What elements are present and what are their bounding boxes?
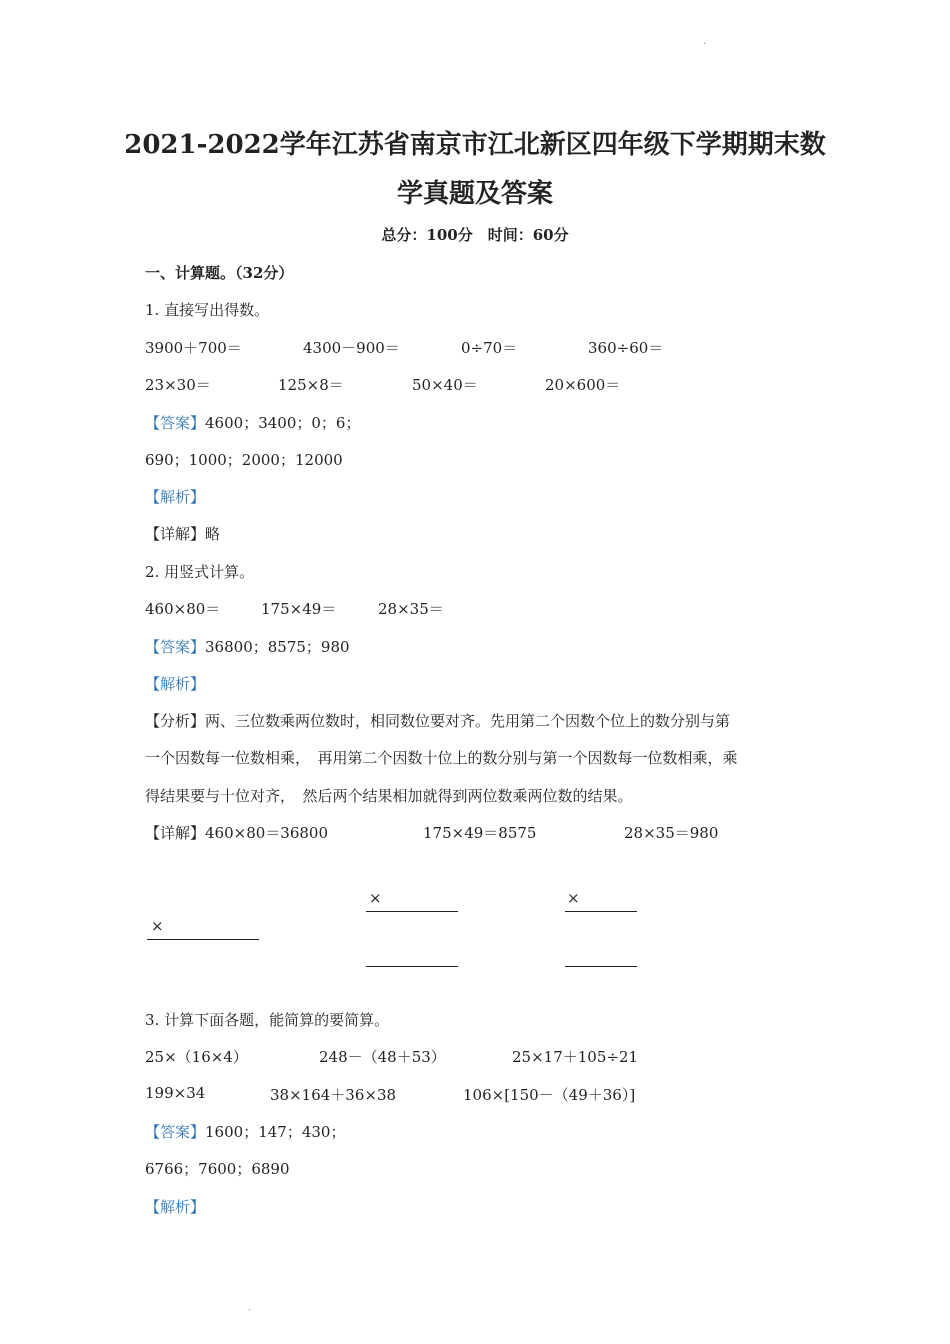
- q1-item: 3900＋700＝: [145, 339, 242, 357]
- q3-answer: [145, 1121, 345, 1142]
- q2-fenxi-line-2: 一个因数每一位数相乘， 再用第二个因数十位上的数分别与第一个因数每一位数相乘，乘: [145, 749, 738, 767]
- q1-detail: [145, 523, 220, 544]
- q2-fenxi: [145, 710, 730, 731]
- q1-prompt: 1. 直接写出得数。: [145, 301, 270, 319]
- detail-result: 28×35＝980: [624, 824, 719, 842]
- page-dot: .: [248, 1302, 252, 1313]
- vc-bar: [366, 966, 458, 967]
- vc-bar: [147, 939, 259, 940]
- q1-item: 360÷60＝: [588, 339, 664, 357]
- analysis-tag: 【解析】: [145, 488, 206, 506]
- q3-item: 25×（16×4）: [145, 1048, 248, 1066]
- detail-tag: 【详解】: [145, 824, 206, 842]
- analysis-tag: 【解析】: [145, 675, 206, 693]
- q2-prompt: 2. 用竖式计算。: [145, 563, 255, 581]
- q2-problem: 460×80＝: [145, 600, 221, 618]
- answer-tag: 【答案】: [145, 638, 206, 656]
- q3-item: 199×34: [145, 1084, 206, 1102]
- analysis-tag: 【解析】: [145, 1198, 206, 1216]
- page-dot: .: [703, 36, 707, 47]
- fenxi-tag: 【分析】: [145, 712, 206, 730]
- q2-answer: [145, 636, 350, 657]
- q1-answer-line-2: 690；1000；2000；12000: [145, 451, 343, 469]
- vc-bar: [565, 911, 637, 912]
- detail-text: 略: [205, 525, 221, 543]
- vc-times-sign: ×: [369, 889, 382, 907]
- q1-item: 50×40＝: [412, 376, 478, 394]
- answer-tag: 【答案】: [145, 1123, 206, 1141]
- q1-item: 4300－900＝: [303, 339, 400, 357]
- answer-text: 1600；147；430；: [205, 1123, 346, 1141]
- q3-item: 38×164＋36×38: [270, 1086, 397, 1104]
- q3-answer-line-2: 6766；7600；6890: [145, 1160, 290, 1178]
- q1-item: 20×600＝: [545, 376, 621, 394]
- q2-problem: 175×49＝: [261, 600, 337, 618]
- q1-item: 23×30＝: [145, 376, 211, 394]
- q3-item: 25×17＋105÷21: [512, 1048, 639, 1066]
- q2-fenxi-line-3: 得结果要与十位对齐， 然后两个结果相加就得到两位数乘两位数的结果。: [145, 787, 633, 805]
- q3-item: 106×[150－（49＋36）]: [463, 1086, 636, 1104]
- detail-tag: 【详解】: [145, 525, 206, 543]
- q1-item: 125×8＝: [278, 376, 344, 394]
- answer-text: 4600；3400；0；6；: [205, 414, 361, 432]
- vc-times-sign: ×: [151, 917, 164, 935]
- q2-problem: 28×35＝: [378, 600, 444, 618]
- fenxi-text: 两、三位数乘两位数时，相同数位要对齐。先用第二个因数个位上的数分别与第: [205, 712, 731, 730]
- vc-bar: [366, 911, 458, 912]
- detail-result: 175×49＝8575: [423, 824, 537, 842]
- detail-result: 460×80＝36800: [205, 824, 329, 842]
- q1-item: 0÷70＝: [461, 339, 518, 357]
- title-line-2: 学真题及答案: [396, 179, 553, 209]
- q1-answer: [145, 412, 360, 433]
- q3-prompt: 3. 计算下面各题，能简算的要简算。: [145, 1011, 390, 1029]
- section-heading: 一、计算题。（32分）: [145, 264, 294, 282]
- answer-tag: 【答案】: [145, 414, 206, 432]
- vc-times-sign: ×: [567, 889, 580, 907]
- vc-bar: [565, 966, 637, 967]
- q2-detail: [145, 822, 328, 843]
- title-line-1: 2021-2022学年江苏省南京市江北新区四年级下学期期末数: [124, 130, 826, 160]
- q3-item: 248－（48＋53）: [319, 1048, 446, 1066]
- answer-text: 36800；8575；980: [205, 638, 350, 656]
- score-time: 总分：100分 时间：60分: [381, 226, 569, 244]
